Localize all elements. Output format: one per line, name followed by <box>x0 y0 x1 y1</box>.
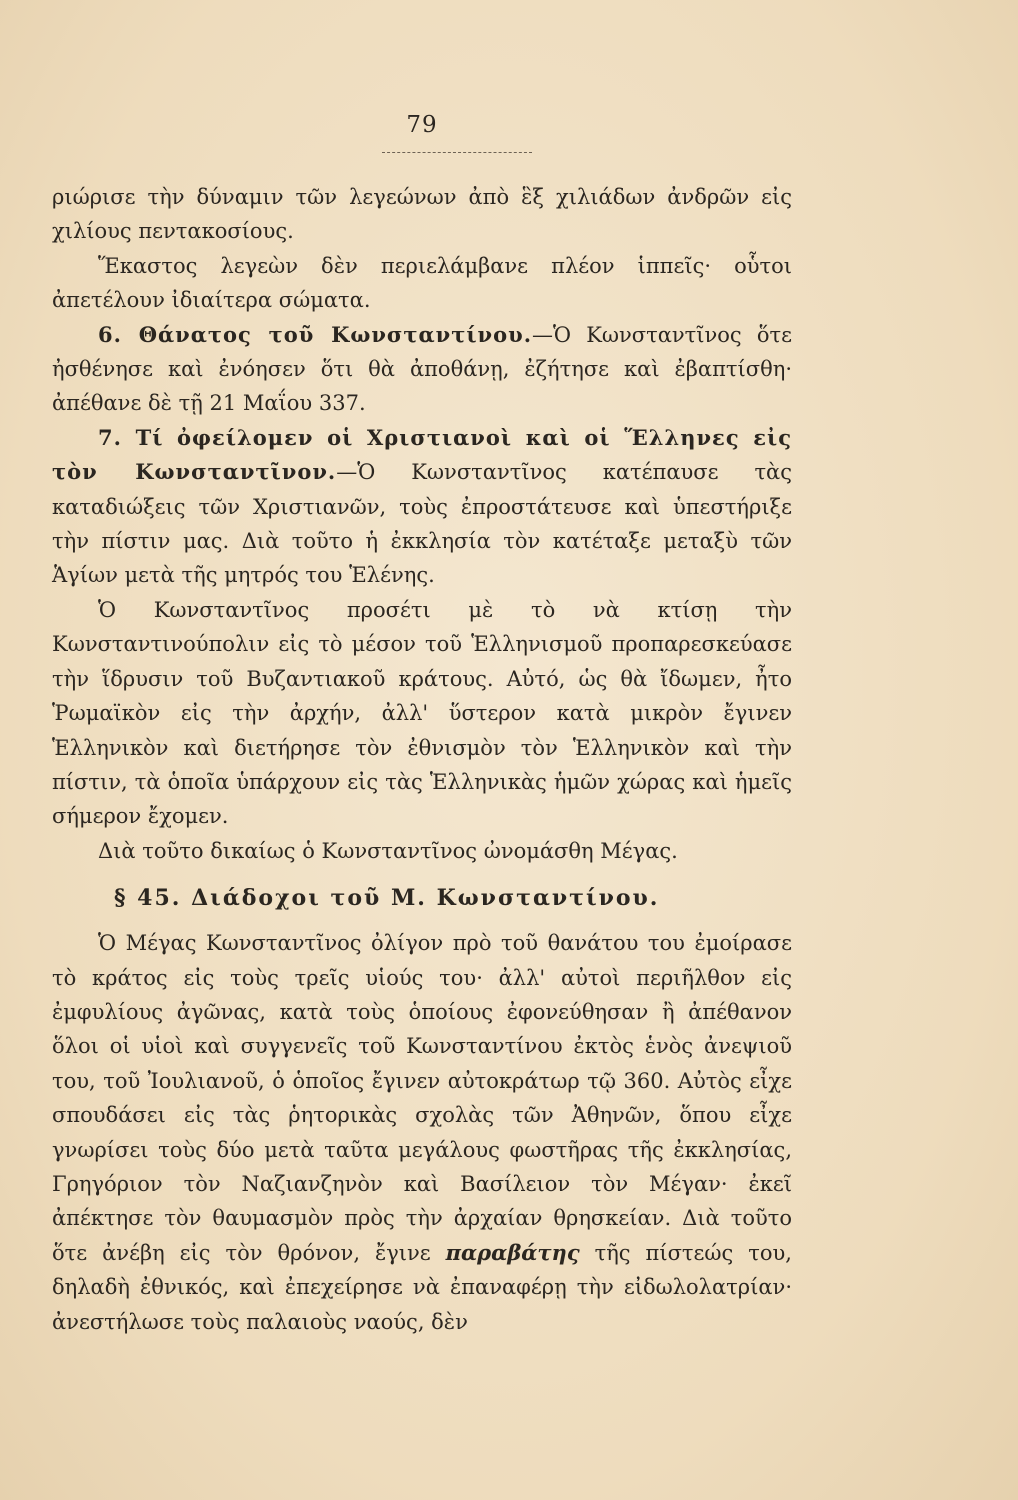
successors-text-start: Ὁ Μέγας Κωνσταντῖνος ὀλίγον πρὸ τοῦ θανάτου του ἐμοίρασε τὸ κράτος εἰς τοὺς τρεῖς υἱούς του· ἀλλ' αὐτοὶ περιῆλθον εἰς ἐμφυλίους ἀγῶνας, κατὰ τοὺς ὁποίους ἐφονεύθησαν ἢ ἀπέθανον ὅλοι οἱ υἱοὶ καὶ συγγενεῖς τοῦ Κωνσταντίνου ἐκτὸς ἑνὸς ἀνεψιοῦ του, τοῦ Ἰουλιανοῦ, ὁ ὁποῖος ἔγινεν αὐτοκράτωρ τῷ 360. Αὐτὸς εἶχε σπουδάσει εἰς τὰς ῥητορικὰς σχολὰς τῶν Ἀθηνῶν, ὅπου εἶχε γνωρίσει τοὺς δύο μετὰ ταῦτα μεγάλους φωστῆρας τῆς ἐκκλησίας, Γρηγόριον τὸν Ναζιανζηνὸν καὶ Βασίλειον τὸν Μέγαν· ἐκεῖ ἀπέκτησε τὸν θαυμασμὸν πρὸς τὴν ἀρχαίαν θρησκείαν. Διὰ τοῦτο ὅτε ἀνέβη εἰς τὸν θρόνον, ἔγινε <box>52 931 792 1265</box>
section-6-heading: 6. Θάνατος τοῦ Κωνσταντίνου. <box>98 321 532 347</box>
section-6 <box>52 318 792 421</box>
paragraph-successors <box>52 926 792 1339</box>
page-number: 79 <box>406 112 438 138</box>
paragraph-legions: ριώρισε τὴν δύναμιν τῶν λεγεώνων ἀπὸ ἓξ χιλιάδων ἀνδρῶν εἰς χιλίους πεντακοσίους. <box>52 185 792 244</box>
emphasized-word: παραβάτης <box>445 1239 580 1265</box>
successors-text-end: τῆς πίστεώς του, δηλαδὴ ἐθνικός, καὶ ἐπεχείρησε νὰ ἐπαναφέρῃ τὴν εἰδωλολατρίαν· ἀνεστήλωσε τοὺς παλαιοὺς ναούς, δὲν <box>52 1240 792 1334</box>
paragraph-cavalry: Ἕκαστος λεγεὼν δὲν περιελάμβανε πλέον ἱππεῖς· οὗτοι ἀπετέλουν ἰδιαίτερα σώματα. <box>52 253 792 313</box>
paragraph-the-great: Διὰ τοῦτο δικαίως ὁ Κωνσταντῖνος ὠνομάσθη Μέγας. <box>98 838 678 863</box>
paragraph-constantinople: Ὁ Κωνσταντῖνος προσέτι μὲ τὸ νὰ κτίσῃ τὴν Κωνσταντινούπολιν εἰς τὸ μέσον τοῦ Ἑλληνισμοῦ προπαρεσκεύασε τὴν ἵδρυσιν τοῦ Βυζαντιακοῦ κράτους. Αὐτό, ὡς θὰ ἴδωμεν, ἦτο Ῥωμαϊκὸν εἰς τὴν ἀρχήν, ἀλλ' ὕστερον κατὰ μικρὸν ἔγινεν Ἑλληνικὸν καὶ διετήρησε τὸν ἐθνισμὸν τὸν Ἑλληνικὸν καὶ τὴν πίστιν, τὰ ὁποῖα ὑπάρχουν εἰς τὰς Ἑλληνικὰς ἡμῶν χώρας καὶ ἡμεῖς σήμερον ἔχομεν. <box>52 597 792 829</box>
section-7-heading: 7. Τί ὀφείλομεν οἱ Χριστιανοὶ καὶ οἱ Ἕλληνες εἰς τὸν Κωνσταντῖνον. <box>52 424 792 485</box>
section-45-heading: § 45. Διάδοχοι τοῦ Μ. Κωνσταντίνου. <box>114 885 660 912</box>
section-7-text: —Ὁ Κωνσταντῖνος κατέπαυσε τὰς καταδιώξεις τῶν Χριστιανῶν, τοὺς ἐπροστάτευσε καὶ ὑπεστήριξε τὴν πίστιν μας. Διὰ τοῦτο ἡ ἐκκλησία τὸν κατέταξε μεταξὺ τῶν Ἁγίων μετὰ τῆς μητρός του Ἑλένης. <box>52 460 793 588</box>
section-7 <box>52 421 792 593</box>
page-number-divider <box>382 152 532 153</box>
page-text <box>52 180 792 1339</box>
section-6-text: —Ὁ Κωνσταντῖνος ὅτε ἠσθένησε καὶ ἐνόησεν ὅτι θὰ ἀποθάνῃ, ἐζήτησε καὶ ἐβαπτίσθη· ἀπέθανε δὲ τῇ 21 Μαΐου 337. <box>52 322 792 416</box>
